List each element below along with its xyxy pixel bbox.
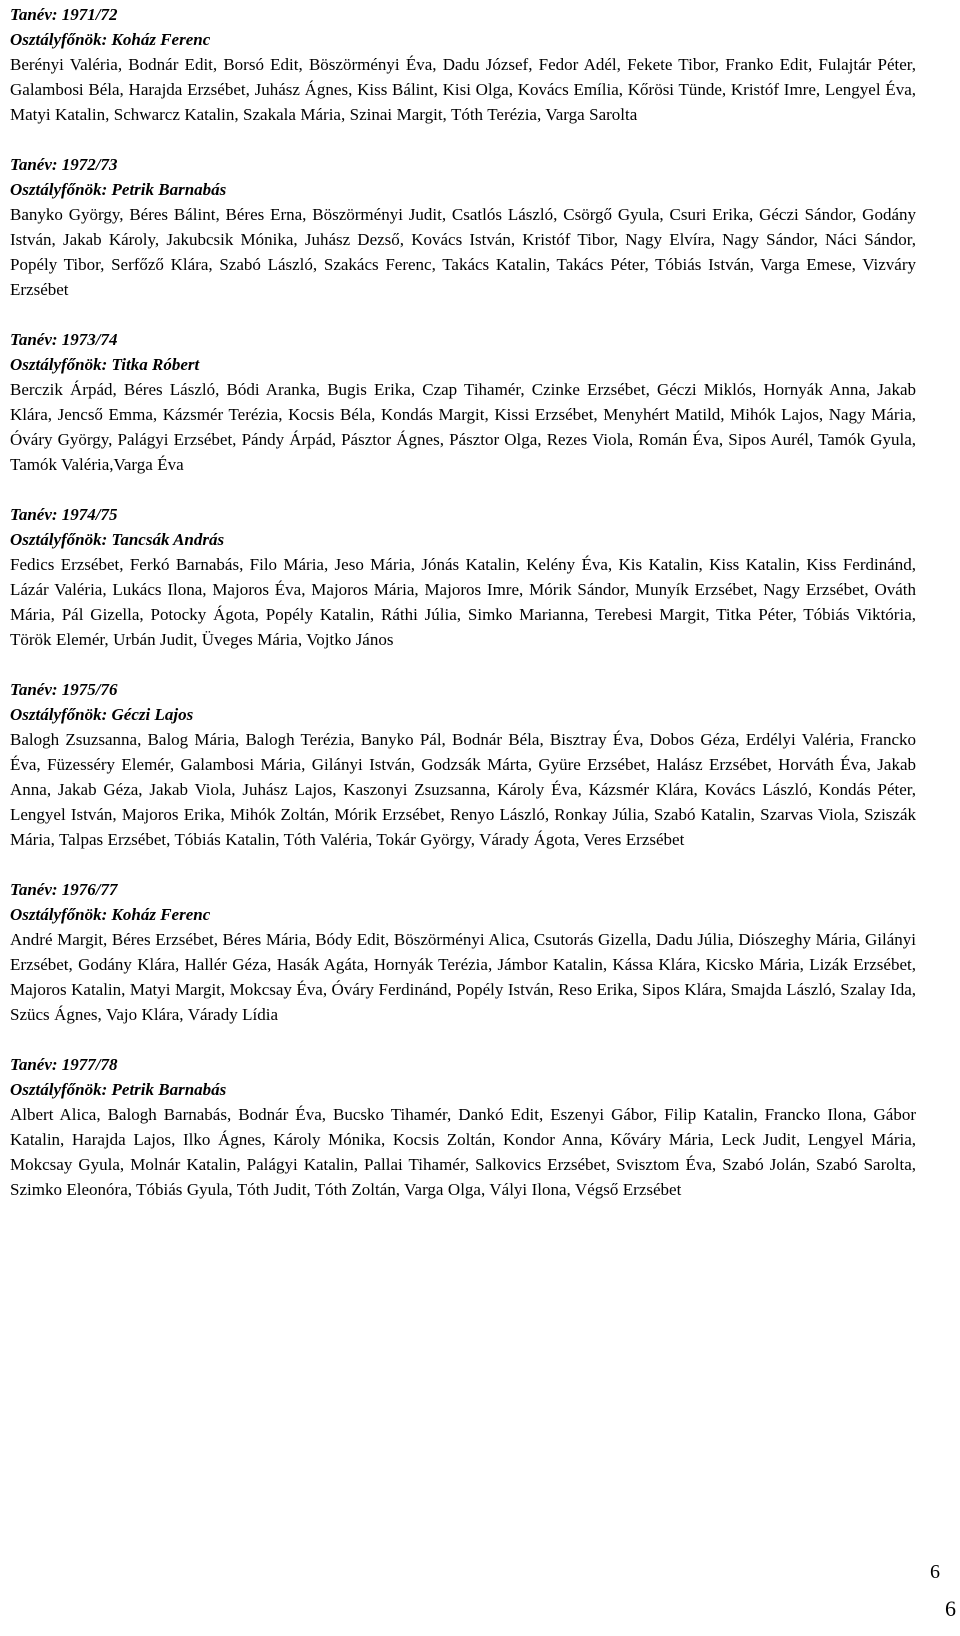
page-number: 6 <box>930 1561 940 1583</box>
year-block-1977 <box>10 1052 916 1202</box>
school-year: 1977/78 <box>61 1055 118 1074</box>
class-teacher: Tancsák András <box>111 530 225 549</box>
student-names: Balogh Zsuzsanna, Balog Mária, Balogh Terézia, Banyko Pál, Bodnár Béla, Bisztray Éva, Dobos Géza, Erdélyi Valéria, Francko Éva, Füzesséry Elemér, Galambosi Mária, Gilányi István, Godzsák Márta, Gyüre Erzsébet, Halász Erzsébet, Horváth Éva, Jakab Anna, Jakab Géza, Jakab Viola, Juhász Lajos, Kaszonyi Zsuzsanna, Károly Éva, Kázsmér Klára, Kovács László, Kondás Péter, Lengyel István, Majoros Erika, Mihók Zoltán, Mórik Erzsébet, Renyo László, Ronkay Júlia, Szabó Katalin, Szarvas Viola, Sziszák Mária, Talpas Erzsébet, Tóbiás Katalin, Tóth Valéria, Tokár György, Várady Ágota, Veres Erzsébet <box>10 730 916 849</box>
school-year: 1972/73 <box>61 155 118 174</box>
class-teacher: Petrik Barnabás <box>111 1080 227 1099</box>
school-year: 1973/74 <box>61 330 118 349</box>
school-year-heading: Tanév: 1974/75 <box>10 505 118 524</box>
page-number-footer: 6 <box>945 1596 956 1621</box>
year-block-1976 <box>10 877 916 1027</box>
class-teacher: Petrik Barnabás <box>111 180 227 199</box>
student-names: Albert Alica, Balogh Barnabás, Bodnár Éva, Bucsko Tihamér, Dankó Edit, Eszenyi Gábor, Filip Katalin, Francko Ilona, Gábor Katalin, Harajda Lajos, Ilko Ágnes, Károly Mónika, Kocsis Zoltán, Kondor Anna, Kőváry Mária, Leck Judit, Lengyel Mária, Mokcsay Gyula, Molnár Katalin, Palágyi Katalin, Pallai Tihamér, Salkovics Erzsébet, Svisztom Éva, Szabó Jolán, Szabó Sarolta, Szimko Eleonóra, Tóbiás Gyula, Tóth Judit, Tóth Zoltán, Varga Olga, Vályi Ilona, Végső Erzsébet <box>10 1105 916 1199</box>
school-year-heading: Tanév: 1976/77 <box>10 880 118 899</box>
year-block-1973 <box>10 327 916 477</box>
class-teacher: Géczi Lajos <box>111 705 194 724</box>
school-year: 1975/76 <box>61 680 118 699</box>
year-block-1975 <box>10 677 916 852</box>
class-teacher-heading: Osztályfőnök: Koház Ferenc <box>10 905 211 924</box>
school-year-heading: Tanév: 1971/72 <box>10 5 118 24</box>
school-year-heading: Tanév: 1975/76 <box>10 680 118 699</box>
school-year: 1971/72 <box>61 5 118 24</box>
student-names: Berényi Valéria, Bodnár Edit, Borsó Edit, Böszörményi Éva, Dadu József, Fedor Adél, Fekete Tibor, Franko Edit, Fulajtár Péter, Galambosi Béla, Harajda Erzsébet, Juhász Ágnes, Kiss Bálint, Kisi Olga, Kovács Emília, Kőrösi Tünde, Kristóf Imre, Lengyel Éva, Matyi Katalin, Schwarcz Katalin, Szakala Mária, Szinai Margit, Tóth Terézia, Varga Sarolta <box>10 55 916 124</box>
class-teacher-heading: Osztályfőnök: Tancsák András <box>10 530 225 549</box>
school-year-heading: Tanév: 1973/74 <box>10 330 118 349</box>
school-year-heading: Tanév: 1977/78 <box>10 1055 118 1074</box>
student-names: Berczik Árpád, Béres László, Bódi Aranka, Bugis Erika, Czap Tihamér, Czinke Erzsébet, Géczi Miklós, Hornyák Anna, Jakab Klára, Jencső Emma, Kázsmér Terézia, Kocsis Béla, Kondás Margit, Kissi Erzsébet, Menyhért Matild, Mihók Lajos, Nagy Mária, Óváry György, Palágyi Erzsébet, Pándy Árpád, Pásztor Ágnes, Pásztor Olga, Rezes Viola, Román Éva, Sipos Aurél, Tamók Gyula, Tamók Valéria,Varga Éva <box>10 380 916 474</box>
class-teacher: Titka Róbert <box>111 355 200 374</box>
class-teacher-heading: Osztályfőnök: Petrik Barnabás <box>10 180 227 199</box>
class-teacher-heading: Osztályfőnök: Koház Ferenc <box>10 30 211 49</box>
class-teacher-heading: Osztályfőnök: Géczi Lajos <box>10 705 194 724</box>
school-year: 1976/77 <box>61 880 118 899</box>
class-teacher: Koház Ferenc <box>111 905 211 924</box>
school-year: 1974/75 <box>61 505 118 524</box>
year-block-1971 <box>10 2 916 127</box>
school-year-heading: Tanév: 1972/73 <box>10 155 118 174</box>
class-teacher: Koház Ferenc <box>111 30 211 49</box>
student-names: André Margit, Béres Erzsébet, Béres Mária, Bódy Edit, Böszörményi Alica, Csutorás Gizella, Dadu Júlia, Diószeghy Mária, Gilányi Erzsébet, Godány Klára, Hallér Géza, Hasák Agáta, Hornyák Terézia, Jámbor Katalin, Kássa Klára, Kicsko Mária, Lizák Erzsébet, Majoros Katalin, Matyi Margit, Mokcsay Éva, Óváry Ferdinánd, Popély István, Reso Erika, Sipos Klára, Smajda László, Szalay Ida, Szücs Ágnes, Vajo Klára, Várady Lídia <box>10 930 916 1024</box>
class-list <box>10 2 916 1202</box>
student-names: Banyko György, Béres Bálint, Béres Erna, Böszörményi Judit, Csatlós László, Csörgő Gyula, Csuri Erika, Géczi Sándor, Godány István, Jakab Károly, Jakubcsik Mónika, Juhász Dezső, Kovács István, Kristóf Tibor, Nagy Elvíra, Nagy Sándor, Náci Sándor, Popély Tibor, Serfőző Klára, Szabó László, Szakács Ferenc, Takács Katalin, Takács Péter, Tóbiás István, Varga Emese, Vizváry Erzsébet <box>10 205 916 299</box>
class-teacher-heading: Osztályfőnök: Petrik Barnabás <box>10 1080 227 1099</box>
year-block-1974 <box>10 502 916 652</box>
class-teacher-heading: Osztályfőnök: Titka Róbert <box>10 355 200 374</box>
student-names: Fedics Erzsébet, Ferkó Barnabás, Filo Mária, Jeso Mária, Jónás Katalin, Kelény Éva, Kis Katalin, Kiss Katalin, Kiss Ferdinánd, Lázár Valéria, Lukács Ilona, Majoros Éva, Majoros Mária, Majoros Imre, Mórik Sándor, Munyík Erzsébet, Nagy Erzsébet, Ováth Mária, Pál Gizella, Potocky Ágota, Popély Katalin, Ráthi Júlia, Simko Marianna, Terebesi Margit, Titka Péter, Tóbiás Viktória, Török Elemér, Urbán Judit, Üveges Mária, Vojtko János <box>10 555 916 649</box>
year-block-1972 <box>10 152 916 302</box>
